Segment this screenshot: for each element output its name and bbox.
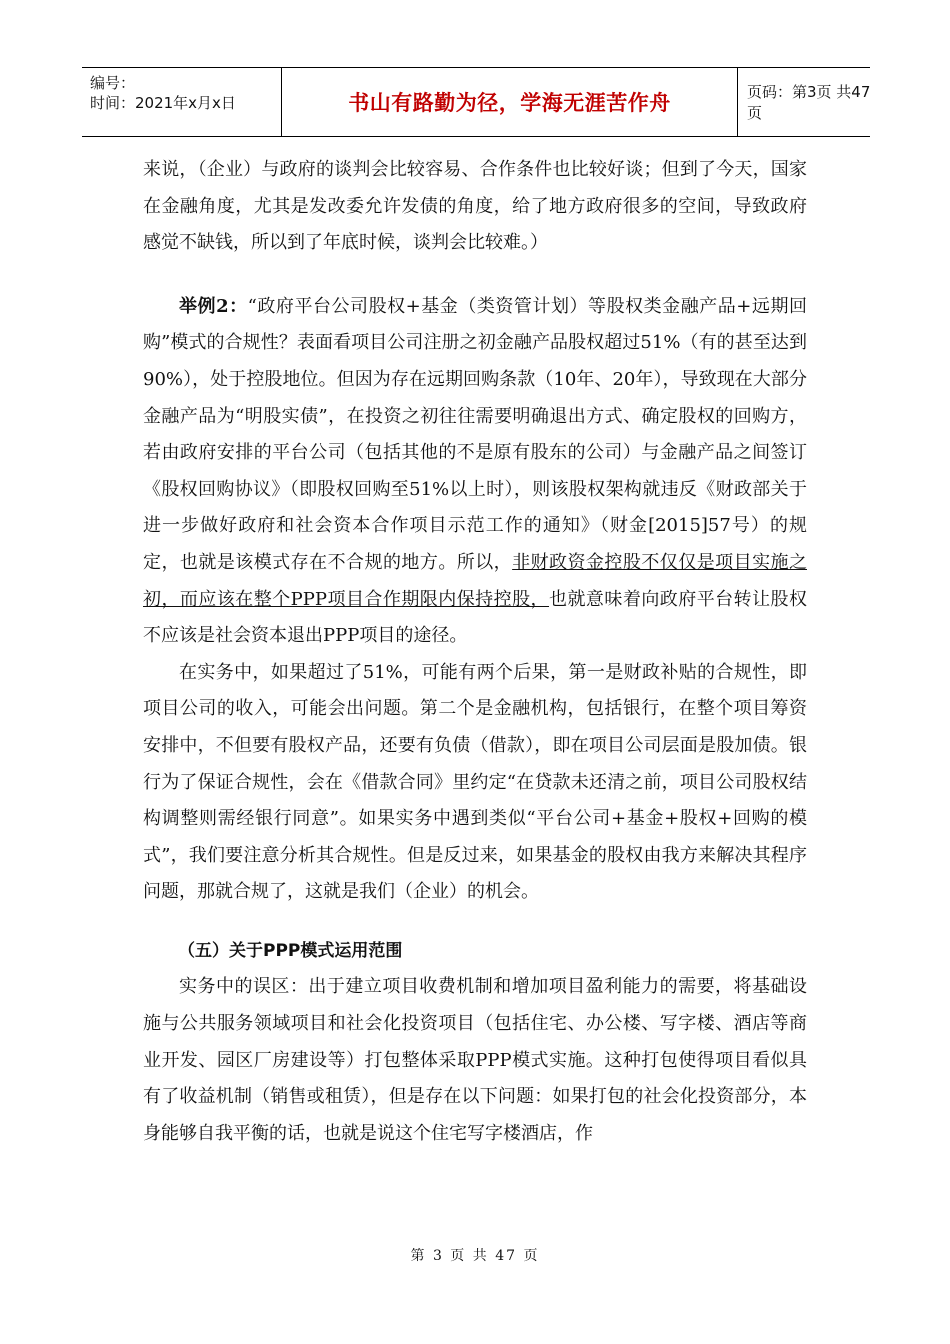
document-body — [143, 152, 807, 1152]
header-motto: 书山有路勤为径，学海无涯苦作舟 — [348, 91, 671, 115]
paragraph-continuation: 来说，（企业）与政府的谈判会比较容易、合作条件也比较好谈；但到了今天，国家在金融角度，尤其是发改委允许发债的角度，给了地方政府很多的空间，导致政府感觉不缺钱，所以到了年底时候，谈判会比较难。） — [143, 159, 807, 254]
document-number-label: 编号： — [90, 74, 136, 92]
paragraph-example-2 — [143, 289, 807, 655]
section-heading: （五）关于PPP模式运用范围 — [178, 940, 403, 961]
header-motto-cell — [281, 68, 738, 136]
page-footer: 第 3 页 共 47 页 — [410, 1248, 540, 1264]
paragraph-misconception: 实务中的误区：出于建立项目收费机制和增加项目盈利能力的需要，将基础设施与公共服务领域项目和社会化投资项目（包括住宅、办公楼、写字楼、酒店等商业开发、园区厂房建设等）打包整体采取PPP模式实施。这种打包使得项目看似具有了收益机制（销售或租赁），但是存在以下问题：如果打包的社会化投资部分，本身能够自我平衡的话，也就是说这个住宅写字楼酒店，作 — [143, 976, 807, 1144]
header-meta-cell — [82, 68, 280, 136]
header-page-info: 页码：第3页 共47页 — [747, 83, 871, 122]
example-2-text: “政府平台公司股权+基金（类资管计划）等股权类金融产品+远期回购”模式的合规性？表面看项目公司注册之初金融产品股权超过51%（有的甚至达到90%），处于控股地位。但因为存在远期回购条款（10年、20年），导致现在大部分金融产品为“明股实债”，在投资之初往往需要明确退出方式、确定股权的回购方，若由政府安排的平台公司（包括其他的不是原有股东的公司）与金融产品之间签订《股权回购协议》（即股权回购至51%以上时），则该股权架构就违反《财政部关于进一步做好政府和社会资本合作项目示范工作的通知》（财金[2015]57号）的规定，也就是该模式存在不合规的地方。所以， — [143, 295, 807, 573]
underlined-statement: 非财政资金控股不仅仅是项目实施之初，而应该在整个PPP项目合作期限内保持控股， — [143, 551, 807, 610]
paragraph-practice: 在实务中，如果超过了51%，可能有两个后果，第一是财政补贴的合规性，即项目公司的收入，可能会出问题。第二个是金融机构，包括银行，在整个项目筹资安排中，不但要有股权产品，还要有负债（借款），即在项目公司层面是股加债。银行为了保证合规性，会在《借款合同》里约定“在贷款未还清之前，项目公司股权结构调整则需经银行同意”。如果实务中遇到类似“平台公司+基金+股权+回购的模式”，我们要注意分析其合规性。但是反过来，如果基金的股权由我方来解决其程序问题，那就合规了，这就是我们（企业）的机会。 — [143, 661, 807, 903]
example-2-lead: 举例2： — [179, 295, 248, 317]
document-date: 时间：2021年x月x日 — [90, 94, 236, 112]
example-2-tail: 也就意味着向政府平台转让股权不应该是社会资本退出PPP项目的途径。 — [143, 588, 808, 647]
document-header — [82, 67, 870, 137]
